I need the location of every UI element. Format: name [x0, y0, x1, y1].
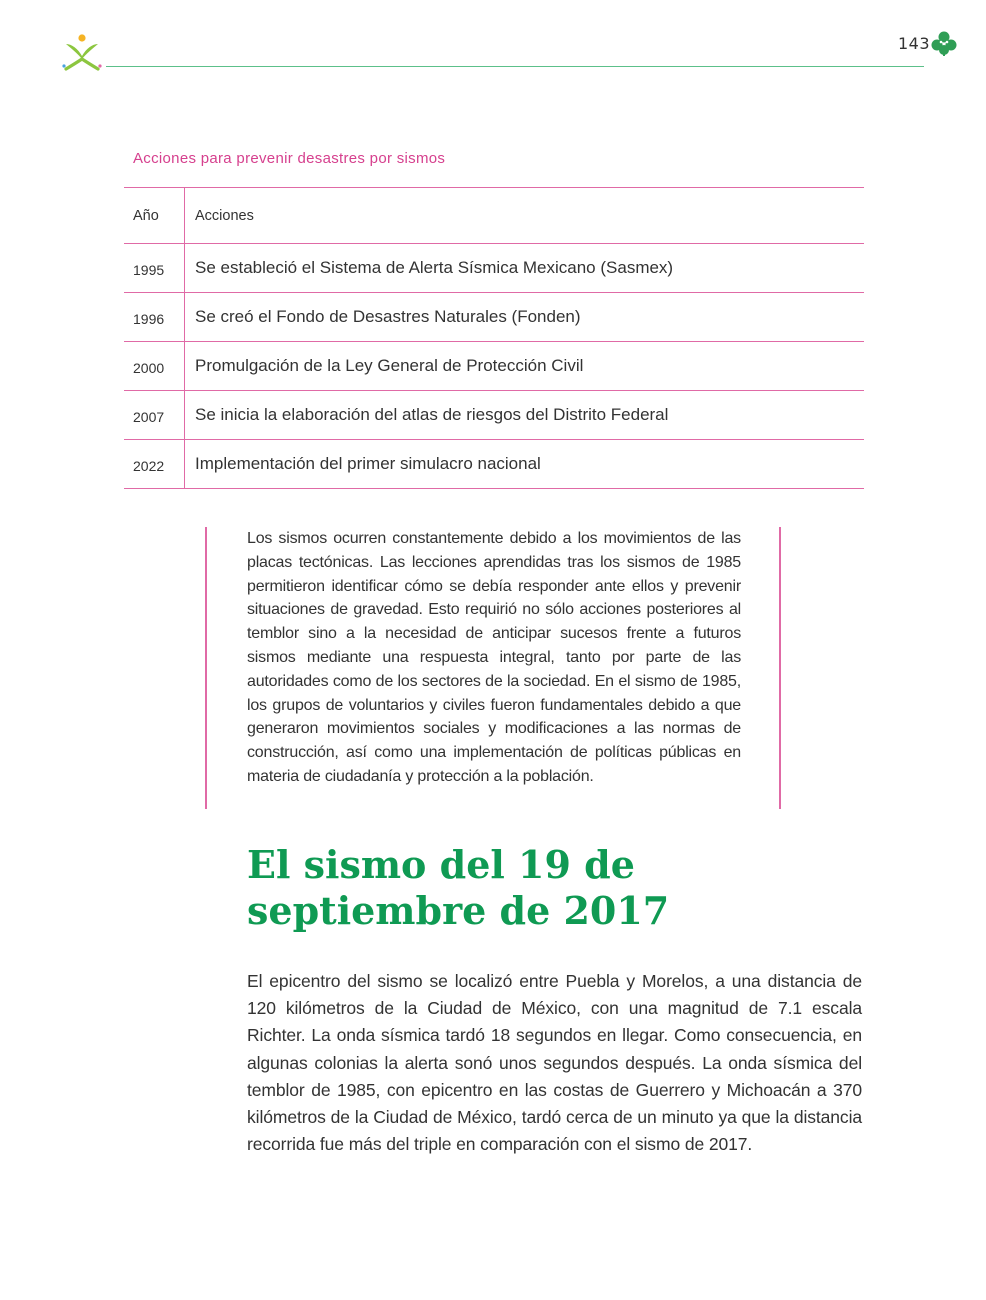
- actions-table: [124, 187, 864, 489]
- row-action: Se estableció el Sistema de Alerta Sísmica Mexicano (Sasmex): [195, 258, 674, 277]
- column-header-actions: Acciones: [195, 207, 254, 224]
- header-rule: [106, 66, 924, 67]
- quote-bar-left: [205, 527, 207, 809]
- table-row: [124, 244, 864, 293]
- table-row: [124, 293, 864, 342]
- table-header-row: [124, 187, 864, 244]
- quote-bar-right: [779, 527, 781, 809]
- quote-text: Los sismos ocurren constantemente debido a los movimientos de las placas tectónicas. Las lecciones aprendidas tras los sismos de 1985 permitieron identificar cómo se debía responder ante ellos y prevenir situaciones de gravedad. Esto requirió no sólo acciones posteriores al temblor sino a la necesidad de anticipar sucesos frente a futuros sismos mediante una respuesta integral, tanto por parte de las autoridades como de los sectores de la sociedad. En el sismo de 1985, los grupos de voluntarios y civiles fueron fundamentales debido a que generaron movimientos sociales y modificaciones a las normas de construcción, así como una implementación de políticas públicas en materia de ciudadanía y protección a la población.: [247, 530, 741, 785]
- row-year: 2007: [124, 391, 185, 439]
- quote-box: [205, 527, 782, 809]
- row-action: Se inicia la elaboración del atlas de riesgos del Distrito Federal: [195, 405, 669, 424]
- page-number: 143: [898, 34, 931, 53]
- body-paragraph: El epicentro del sismo se localizó entre Puebla y Morelos, a una distancia de 120 kilómetros de la Ciudad de México, con una magnitud de 7.1 escala Richter. La onda sísmica tardó 18 segundos en llegar. Como consecuencia, en algunas colonias la alerta sonó unos segundos después. La onda sísmica del temblor de 1985, con epicentro en las costas de Guerrero y Michoacán a 370 kilómetros de la Ciudad de México, tardó cerca de un minuto ya que la distancia recorrida fue más del triple en comparación con el sismo de 2017.: [247, 971, 862, 1155]
- table-row: [124, 391, 864, 440]
- person-figure-logo-icon: [60, 32, 104, 72]
- row-year: 2022: [124, 440, 185, 488]
- table-row: [124, 342, 864, 391]
- row-year: 1995: [124, 244, 185, 292]
- row-year: 2000: [124, 342, 185, 390]
- cloverleaf-logo-icon: [930, 31, 958, 57]
- table-row: [124, 440, 864, 489]
- table-title: Acciones para prevenir desastres por sismos: [133, 150, 446, 167]
- row-action: Se creó el Fondo de Desastres Naturales (Fonden): [195, 307, 581, 326]
- row-action: Implementación del primer simulacro nacional: [195, 454, 541, 473]
- section-heading: El sismo del 19 de septiembre de 2017: [247, 842, 670, 933]
- row-action: Promulgación de la Ley General de Protección Civil: [195, 356, 584, 375]
- row-year: 1996: [124, 293, 185, 341]
- column-header-year: Año: [124, 188, 185, 243]
